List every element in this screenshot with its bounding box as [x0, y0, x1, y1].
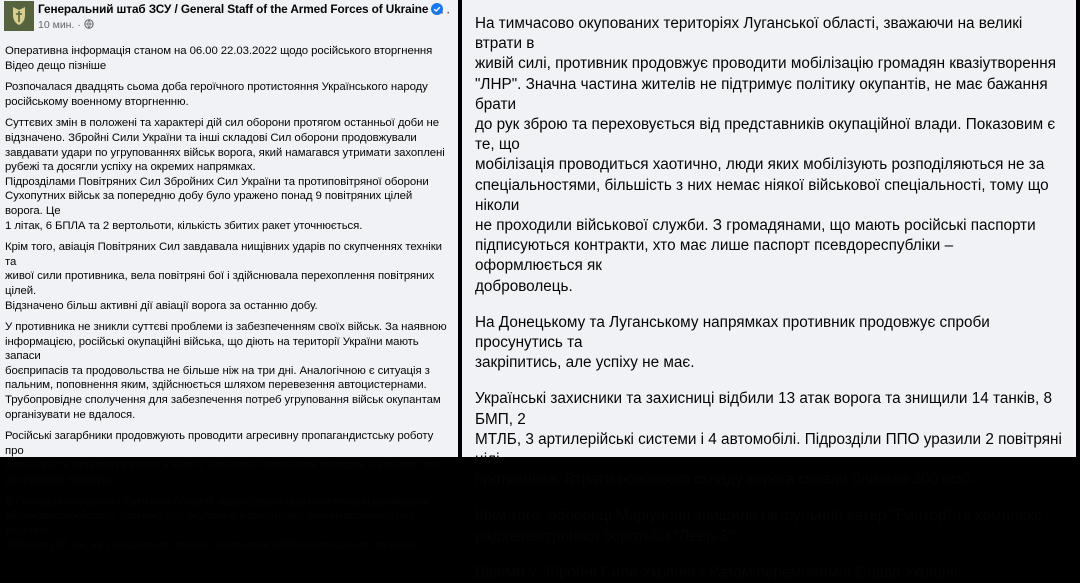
post-meta: [38, 19, 94, 31]
globe-icon: [84, 19, 94, 31]
post-time[interactable]: 10 мин.: [38, 19, 75, 31]
avatar[interactable]: [4, 1, 34, 31]
author-name[interactable]: Генеральний штаб ЗСУ / General Staff of the Armed Forces of Ukraine: [38, 2, 429, 16]
right-paragraph-1: На тимчасово окупованих територіях Луганської області, зважаючи на великі втрати в живій силі, противник продовжує проводити мобілізацію громадян квазіутворення "ЛНР". Значна частина жителів не підтримує політику окупантів, не має бажання брати до рук зброю та переховується від представників окупаційної влади. Показовим є те, що мобілізація проводиться хаотично, люди яких мобілізують розподіляються не за спеціальностями, більшість з них немає ніякої військової спеціальності, тому що ніколи не проходили військової служби. З громадянами, що мають російські паспорти підписуються контракти, хто має лише паспорт псевдореспубліки – оформлюється як доброволець.: [475, 15, 1056, 295]
left-paragraph-5: У противника не зникли суттєві проблеми із забезпеченням своїх військ. За наявною інформацією, російські окупаційні війська, що діють на території України мають запаси боєприпасів та продовольства не більше ніж на три дні. Аналогічною є ситуація з пальним, поповнення яким, здійснюється шляхом перевезення автоцистернами. Трубопровідне сполучення для забезпечення потреб угруповання військ окупантам організувати не вдалося.: [5, 321, 447, 421]
post-header: [0, 0, 458, 40]
right-paragraph-2: На Донецькому та Луганському напрямках противник продовжує спроби просунутись та закріпитись, але успіху не має.: [475, 313, 990, 372]
post-author[interactable]: [38, 2, 443, 18]
left-paragraph-3: Суттєвих змін в положені та характері дій сил оборони протягом останньої доби не відзначено. Збройні Сили України та інші складові Сил оборони продовжували завдавати удари по угрупованнях військ ворога, який намагався утримати захоплені рубежі та досягли успіху на окремих напрямках. Підрозділами Повітряних Сил Збройних Сил України та протиповітряної оборони Сухопутних військ за попередню добу було уражено понад 9 повітряних цілей ворога. Це 1 літак, 6 БПЛА та 2 вертольоти, кількість збитих ракет уточнюється.: [5, 117, 445, 232]
left-paragraph-7: В Охтирському районі Сумської області, зафіксовано факти непокори російських військовослужбовців. Близько 300 окупантів відмовились виконувати наказ на ведення бойових дій, та, на 70 одиницях техніки, залишили район проведення операції.: [5, 495, 428, 552]
right-paragraph-3: Українські захисники та захисниці відбили 13 атак ворога та знищили 14 танків, 8 БМП, 2 МТЛБ, 3 артилерійські системи і 4 автомобілі. Підрозділи ППО уразили 2 повітряні цілі противника. Втрати особового складу ворога склали близько 300 осіб.: [475, 390, 1062, 489]
left-paragraph-1: Оперативна інформація станом на 06.00 22.03.2022 щодо російського вторгнення Відео дещо пізніше: [5, 45, 433, 72]
left-paragraph-6: Російські загарбники продовжують проводити агресивну пропагандистську роботу про необхідність прийняття участі у війні з Україною з особовим складом збройних сил республики білорусь.: [5, 430, 438, 487]
post-left-panel: [0, 0, 458, 552]
post-right-panel: [462, 0, 1076, 581]
more-options-icon[interactable]: ···: [433, 4, 452, 21]
dot-separator: ·: [77, 19, 84, 31]
right-paragraph-5: Віримо у Збройні Сили України ! Разом переможемо! Слава Україні!: [475, 563, 958, 581]
left-paragraph-2: Розпочалася двадцять сьома доба героїчного протистояння Українського народу російському военному вторгненню.: [5, 81, 428, 108]
right-paragraph-4: Крім того, оборонці Маріуполя знищили патрульний катер "Раптор" та комплекс радіоелектронної боротьби "Леер-3".: [475, 507, 1042, 545]
left-paragraph-4: Крім того, авіація Повітряних Сил завдавала нищівних ударів по скупченнях техніки та живої сили противника, вела повітряні бої і здійснювала перехоплення повітряних цілей. Відзначено більш активні дії авіації ворога за останню добу.: [5, 241, 442, 312]
